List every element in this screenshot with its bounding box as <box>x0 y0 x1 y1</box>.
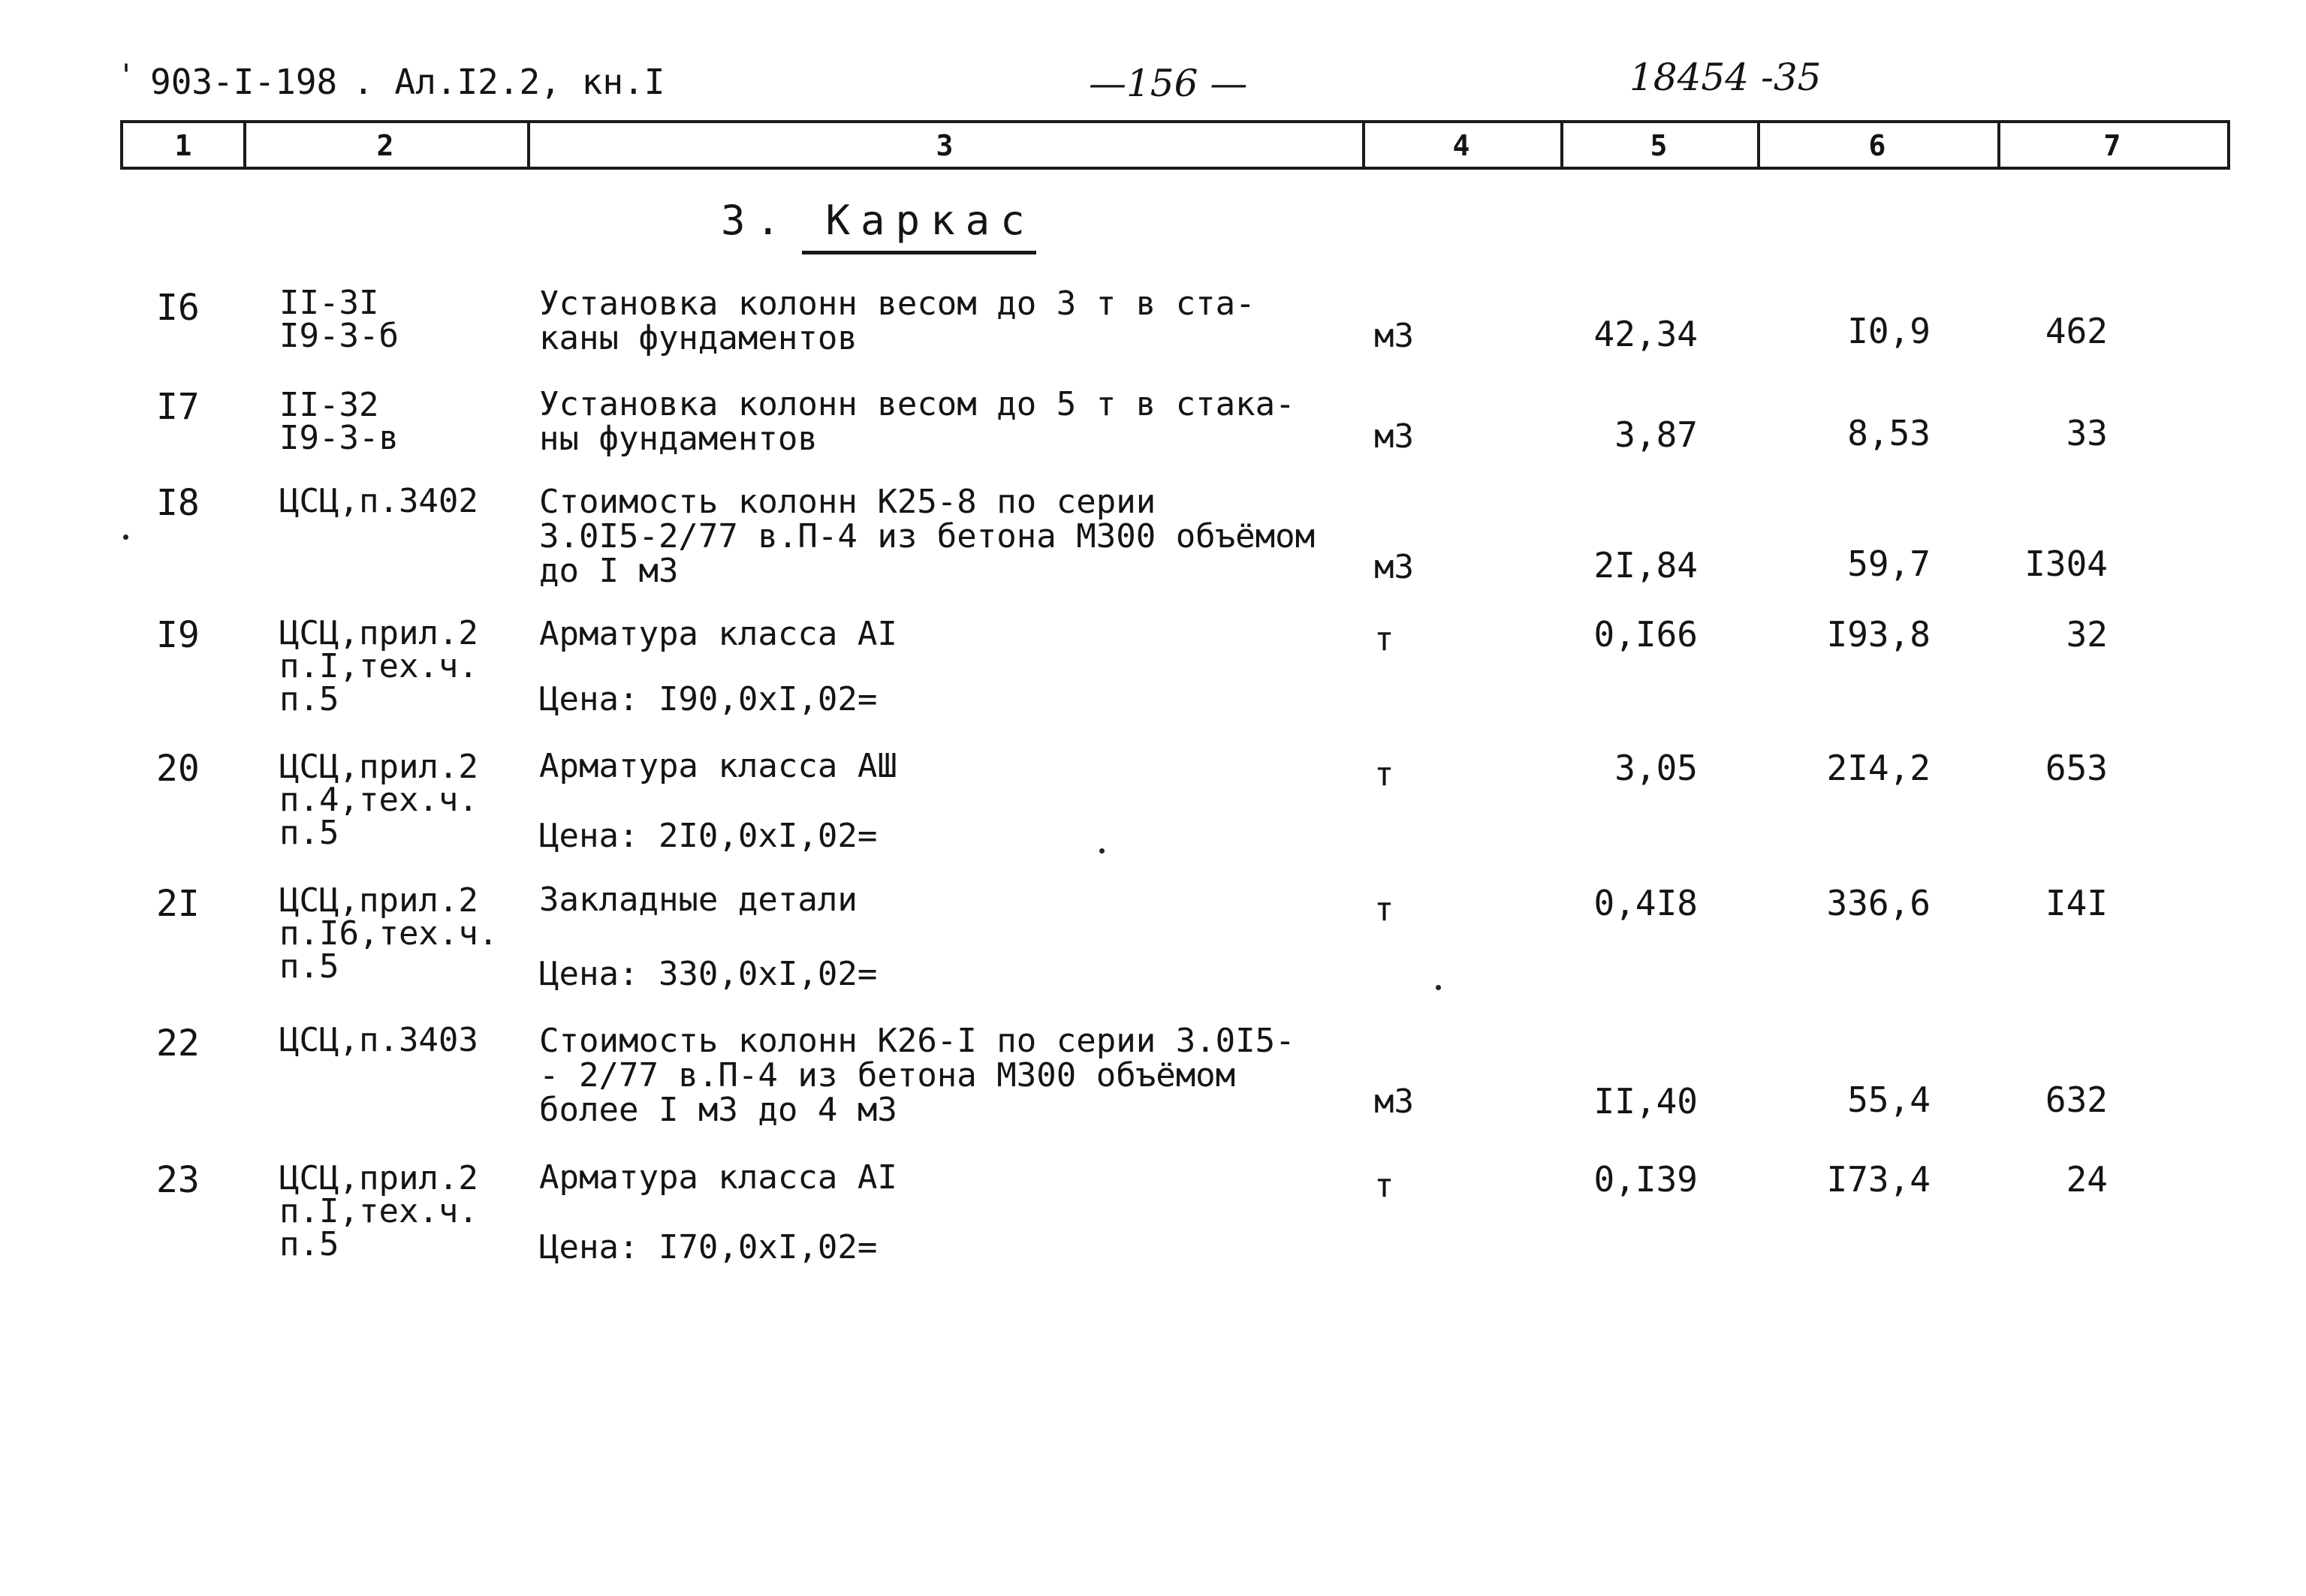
row-price-note: Цена: I70,0хI,02= <box>539 1228 878 1266</box>
row-code: II-32 I9-3-в <box>279 386 399 457</box>
row-total: 632 <box>2045 1080 2108 1120</box>
row-unit: м3 <box>1374 317 1414 355</box>
row-quantity: 0,4I8 <box>1593 883 1698 923</box>
row-unit-price: 2I4,2 <box>1826 748 1931 788</box>
column-number: 4 <box>1452 129 1470 162</box>
row-number: I8 <box>156 482 200 524</box>
row-total: I304 <box>2024 544 2108 584</box>
row-unit: м3 <box>1374 548 1414 586</box>
row-description: Арматура класса АI <box>539 615 897 653</box>
column-number: 5 <box>1650 129 1668 162</box>
row-description: Стоимость колонн К25-8 по серии 3.0I5-2/77 в.П-4 из бетона М300 объёмом до I м3 <box>539 483 1316 590</box>
row-unit-price: 8,53 <box>1847 413 1931 453</box>
column-number-header <box>120 120 2230 170</box>
section-title: 3. Каркас <box>721 197 1035 244</box>
row-code: ЦСЦ,прил.2 п.I,тех.ч. п.5 <box>279 614 478 718</box>
row-code: ЦСЦ,прил.2 п.I,тех.ч. п.5 <box>279 1159 478 1263</box>
row-description: Закладные детали <box>539 881 858 919</box>
row-number: I7 <box>156 386 200 428</box>
column-number: 7 <box>2103 129 2121 162</box>
row-unit: т <box>1374 620 1394 658</box>
section-title-underline <box>802 251 1036 254</box>
row-number: 2I <box>156 883 200 925</box>
row-unit-price: 59,7 <box>1847 544 1931 584</box>
row-code: ЦСЦ,п.3403 <box>279 1021 478 1059</box>
handwritten-code: 18454 -35 <box>1629 56 1822 99</box>
row-unit-price: 336,6 <box>1826 883 1931 923</box>
row-number: I9 <box>156 614 200 656</box>
row-unit: м3 <box>1374 1083 1414 1121</box>
row-quantity: II,40 <box>1593 1081 1698 1122</box>
document-reference: 903-I-198 <box>150 62 338 102</box>
row-code: ЦСЦ,прил.2 п.4,тех.ч. п.5 <box>279 748 478 852</box>
row-unit: т <box>1374 1167 1394 1205</box>
row-quantity: 0,I39 <box>1593 1159 1698 1200</box>
row-total: I4I <box>2045 883 2108 923</box>
row-total: 24 <box>2066 1159 2108 1200</box>
scan-speck <box>1436 985 1441 990</box>
row-price-note: Цена: 330,0хI,02= <box>539 955 878 993</box>
page-number: —156 — <box>1089 62 1248 105</box>
row-number: 23 <box>156 1159 200 1201</box>
column-number: 3 <box>936 129 954 162</box>
row-unit-price: I93,8 <box>1826 614 1931 655</box>
row-quantity: 3,87 <box>1614 414 1698 455</box>
scan-speck <box>123 535 128 540</box>
row-number: 20 <box>156 748 200 790</box>
row-total: 33 <box>2066 413 2108 453</box>
row-total: 32 <box>2066 614 2108 655</box>
row-description: Установка колонн весом до 5 т в стака- ны фундаментов <box>539 385 1295 458</box>
row-number: 22 <box>156 1022 200 1065</box>
row-quantity: 0,I66 <box>1593 614 1698 655</box>
row-description: Установка колонн весом до 3 т в ста- каны фундаментов <box>539 285 1255 357</box>
row-unit-price: I0,9 <box>1847 311 1931 351</box>
scan-speck <box>1099 848 1105 854</box>
column-number: 1 <box>174 129 192 162</box>
row-description: Арматура класса АI <box>539 1158 897 1197</box>
row-total: 462 <box>2045 311 2108 351</box>
row-code: ЦСЦ,прил.2 п.I6,тех.ч. п.5 <box>279 881 499 986</box>
row-unit-price: 55,4 <box>1847 1080 1931 1120</box>
row-price-note: Цена: I90,0хI,02= <box>539 680 878 718</box>
column-number: 6 <box>1868 129 1886 162</box>
row-quantity: 42,34 <box>1593 314 1698 354</box>
row-unit: м3 <box>1374 417 1414 456</box>
row-description: Арматура класса АШ <box>539 747 897 785</box>
row-description: Стоимость колонн К26-I по серии 3.0I5- - 2/77 в.П-4 из бетона М300 объёмом более I м3 до 4 м3 <box>539 1022 1295 1129</box>
row-unit: т <box>1374 890 1394 929</box>
header-tick-mark: ' <box>117 59 136 93</box>
row-code: ЦСЦ,п.3402 <box>279 482 478 520</box>
row-quantity: 3,05 <box>1614 748 1698 788</box>
row-unit-price: I73,4 <box>1826 1159 1931 1200</box>
row-quantity: 2I,84 <box>1593 545 1698 586</box>
row-price-note: Цена: 2I0,0хI,02= <box>539 817 878 855</box>
row-unit: т <box>1374 755 1394 793</box>
column-number: 2 <box>376 129 394 162</box>
row-total: 653 <box>2045 748 2108 788</box>
row-code: II-3I I9-3-б <box>279 284 399 355</box>
row-number: I6 <box>156 287 200 329</box>
album-reference: . Ал.I2.2, кн.I <box>353 62 665 102</box>
